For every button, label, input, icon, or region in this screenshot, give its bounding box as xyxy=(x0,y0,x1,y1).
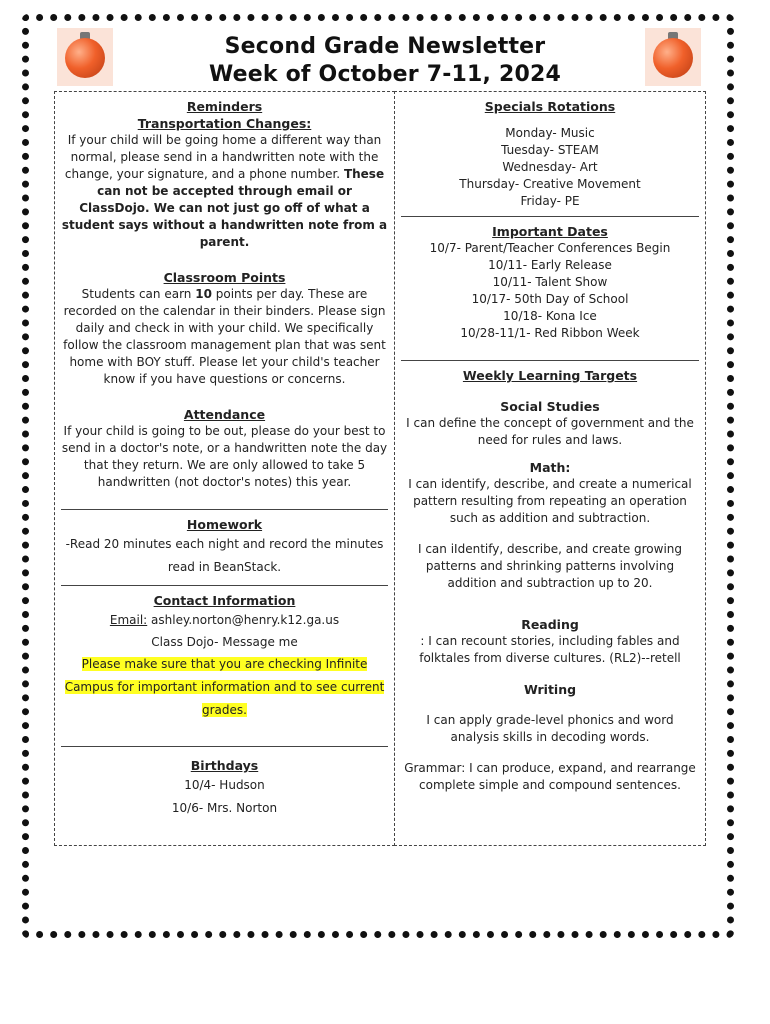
birthday-item: 10/4- Hudson xyxy=(184,778,265,792)
date-item: 10/7- Parent/Teacher Conferences Begin xyxy=(429,241,671,255)
writing-text: I can apply grade-level phonics and word analysis skills in decoding words. xyxy=(426,713,674,744)
specials-heading: Specials Rotations xyxy=(484,99,616,114)
reading-text: : I can recount stories, including fables and folktales from diverse cultures. (RL2)--retell xyxy=(419,634,681,665)
contact-heading: Contact Information xyxy=(153,593,296,608)
homework-heading: Homework xyxy=(186,517,263,532)
points-post: points per day. These are recorded on the calendar in their binders. Please sign daily and check in with your child. We specifically follow the classroom management plan that was sent home with BOY stuff. Please let your child's teacher know if you have questions or concerns. xyxy=(63,287,386,386)
birthdays-heading: Birthdays xyxy=(190,758,259,773)
date-item: 10/17- 50th Day of School xyxy=(471,292,629,306)
transport-text xyxy=(61,132,388,251)
email-link[interactable]: ashley.norton@henry.k12.ga.us xyxy=(147,613,340,627)
social-studies-text: I can define the concept of government and the need for rules and laws. xyxy=(406,416,694,447)
campus-notice-wrap xyxy=(61,653,388,722)
specials-item: Friday- PE xyxy=(520,194,580,208)
attendance-text: If your child is going to be out, please do your best to send in a doctor's note, or a handwritten note the day that they return. We are only allowed to take 5 handwritten (not doctor's notes) this year. xyxy=(61,424,388,489)
math-text: I can identify, describe, and create a numerical pattern resulting from repeating an operation such as addition and subtraction. xyxy=(408,477,692,525)
email-line xyxy=(61,609,388,631)
ornament-image-left xyxy=(57,28,113,86)
specials-item: Tuesday- STEAM xyxy=(501,143,599,157)
attendance-heading: Attendance xyxy=(183,407,266,422)
specials-item: Wednesday- Art xyxy=(502,160,598,174)
math-heading: Math: xyxy=(529,460,571,475)
writing-heading: Writing xyxy=(523,682,577,697)
points-number: 10 xyxy=(195,287,212,301)
date-item: 10/28-11/1- Red Ribbon Week xyxy=(460,326,640,340)
targets-heading: Weekly Learning Targets xyxy=(462,368,638,383)
social-studies-heading: Social Studies xyxy=(500,399,600,414)
birthday-item: 10/6- Mrs. Norton xyxy=(171,801,278,815)
email-label: Email: xyxy=(109,613,148,627)
points-heading: Classroom Points xyxy=(163,270,286,285)
points-text xyxy=(61,286,388,388)
specials-item: Thursday- Creative Movement xyxy=(459,177,641,191)
date-item: 10/18- Kona Ice xyxy=(503,309,597,323)
campus-notice: Please make sure that you are checking Infinite Campus for important information and to see current grades. xyxy=(64,657,385,717)
ornament-image-right xyxy=(645,28,701,86)
points-pre: Students can earn xyxy=(81,287,196,301)
reading-heading: Reading xyxy=(521,617,579,632)
dates-heading: Important Dates xyxy=(492,224,608,239)
date-item: 10/11- Talent Show xyxy=(492,275,608,289)
homework-text: -Read 20 minutes each night and record the minutes read in BeanStack. xyxy=(65,537,384,574)
transport-text-normal: If your child will be going home a different way than normal, please send in a handwritten note with the change, your signature, and a phone number. xyxy=(64,133,382,181)
right-column xyxy=(394,91,706,846)
newsletter-title: Second Grade Newsletter xyxy=(224,34,546,59)
specials-item: Monday- Music xyxy=(505,126,595,140)
grammar-text: Grammar: I can produce, expand, and rearrange complete simple and compound sentences. xyxy=(404,761,696,792)
reminders-heading: Reminders xyxy=(186,99,263,114)
date-item: 10/11- Early Release xyxy=(488,258,612,272)
transport-heading: Transportation Changes: xyxy=(137,116,312,131)
left-column xyxy=(54,91,395,846)
transport-text-bold: These can not be accepted through email or ClassDojo. We can not just go off of what a student says without a handwritten note from a parent. xyxy=(61,167,388,249)
dojo-text: Class Dojo- Message me xyxy=(151,635,298,649)
math-text: I can iIdentify, describe, and create growing patterns and shrinking patterns involving addition and subtraction up to 20. xyxy=(417,542,683,590)
newsletter-week: Week of October 7-11, 2024 xyxy=(208,62,561,87)
